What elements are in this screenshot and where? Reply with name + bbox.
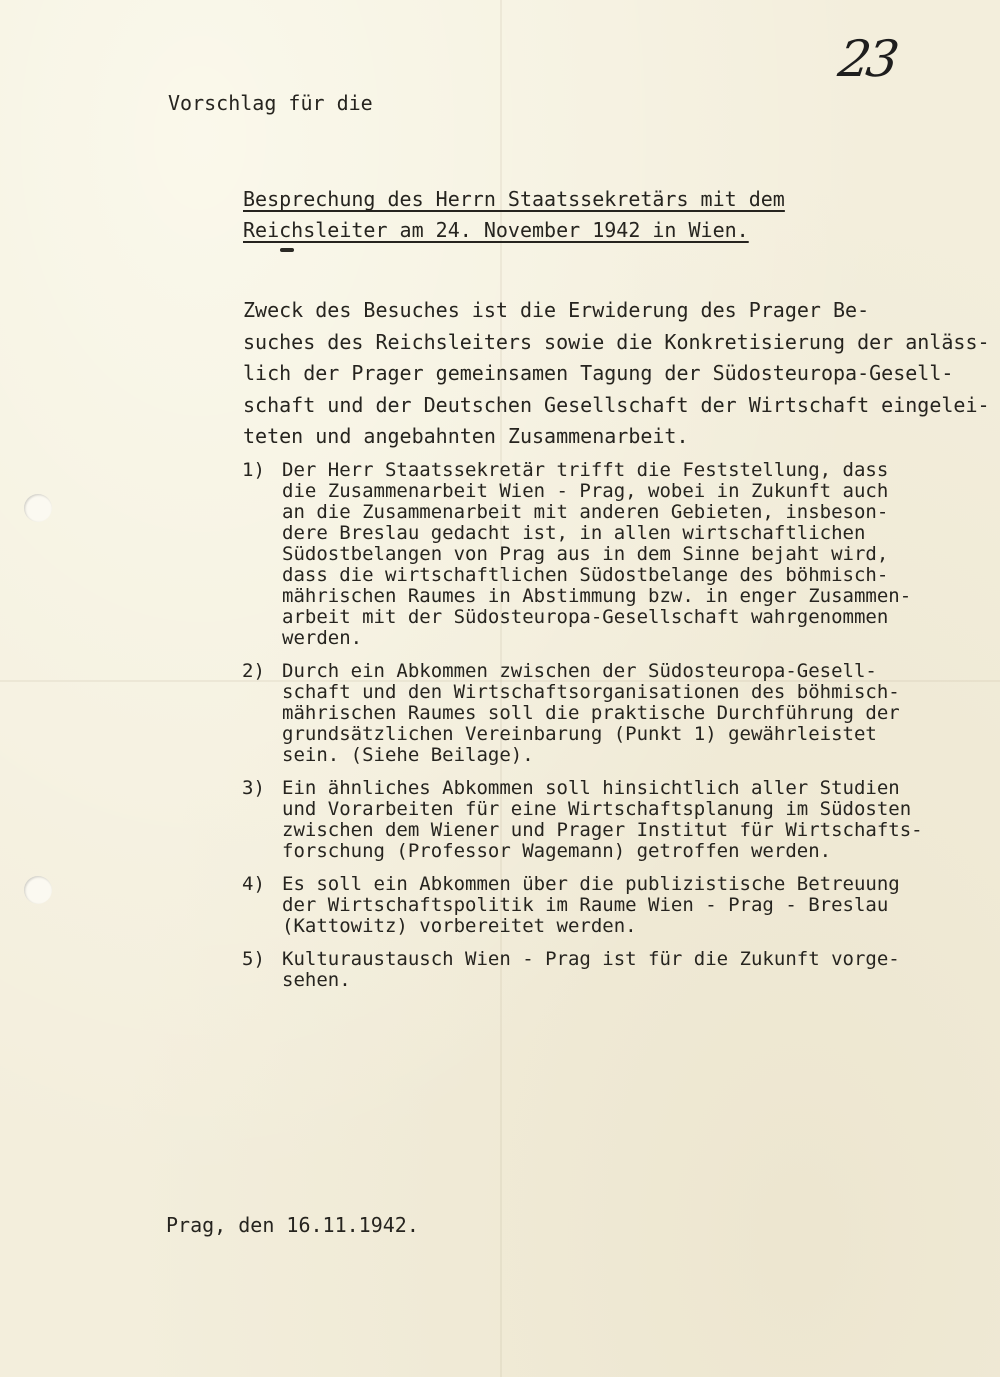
point-line: an die Zusammenarbeit mit anderen Gebieten, insbeson-	[282, 501, 889, 523]
point-line: schaft und den Wirtschaftsorganisationen des böhmisch-	[282, 681, 900, 703]
point-line: der Wirtschaftspolitik im Raume Wien - Prag - Breslau	[282, 894, 889, 916]
point-line: Der Herr Staatssekretär trifft die Feststellung, dass	[282, 459, 889, 481]
point-line: werden.	[282, 627, 363, 649]
point-item-3	[242, 778, 992, 862]
intro-line: schaft und der Deutschen Gesellschaft der Wirtschaft eingelei-	[243, 392, 990, 417]
punch-hole-top	[24, 494, 52, 522]
point-line: grundsätzlichen Vereinbarung (Punkt 1) gewährleistet	[282, 723, 877, 745]
intro-line: suches des Reichsleiters sowie die Konkretisierung der anläss-	[243, 329, 990, 354]
point-line: sehen.	[282, 969, 351, 991]
point-line: dere Breslau gedacht ist, in allen wirtschaftlichen	[282, 522, 866, 544]
point-number: 4)	[242, 873, 265, 895]
point-line: dass die wirtschaftlichen Südostbelange des böhmisch-	[282, 564, 889, 586]
point-line: mährischen Raumes soll die praktische Durchführung der	[282, 702, 900, 724]
point-line: Ein ähnliches Abkommen soll hinsichtlich aller Studien	[282, 777, 900, 799]
point-line: die Zusammenarbeit Wien - Prag, wobei in Zukunft auch	[282, 480, 889, 502]
point-item-1	[242, 460, 992, 649]
point-line: und Vorarbeiten für eine Wirtschaftsplanung im Südosten	[282, 798, 912, 820]
point-number: 1)	[242, 459, 265, 481]
punch-hole-bottom	[24, 876, 52, 904]
point-line: sein. (Siehe Beilage).	[282, 744, 534, 766]
point-line: (Kattowitz) vorbereitet werden.	[282, 915, 637, 937]
point-line: Kulturaustausch Wien - Prag ist für die Zukunft vorge-	[282, 948, 900, 970]
intro-paragraph	[243, 295, 990, 453]
place-date-line: Prag, den 16.11.1942.	[166, 1213, 419, 1237]
ink-dash-mark	[280, 248, 294, 252]
point-line: mährischen Raumes in Abstimmung bzw. in enger Zusammen-	[282, 585, 912, 607]
point-line: forschung (Professor Wagemann) getroffen werden.	[282, 840, 832, 862]
title-line-1: Besprechung des Herrn Staatssekretärs mit dem	[243, 187, 785, 211]
intro-line: teten und angebahnten Zusammenarbeit.	[243, 424, 689, 448]
point-number: 5)	[242, 948, 265, 970]
point-line: Es soll ein Abkommen über die publizistische Betreuung	[282, 873, 900, 895]
point-line: Durch ein Abkommen zwischen der Südosteuropa-Gesell-	[282, 660, 877, 682]
point-item-4	[242, 874, 992, 937]
point-item-2	[242, 661, 992, 766]
folio-number: 23	[835, 30, 900, 88]
numbered-points-list	[242, 460, 992, 1003]
point-number: 3)	[242, 777, 265, 799]
point-number: 2)	[242, 660, 265, 682]
intro-line: lich der Prager gemeinsamen Tagung der Südosteuropa-Gesell-	[243, 361, 954, 385]
document-title	[243, 184, 785, 246]
title-line-2: Reichsleiter am 24. November 1942 in Wien.	[243, 218, 749, 242]
point-line: Südostbelangen von Prag aus in dem Sinne bejaht wird,	[282, 543, 889, 565]
point-item-5	[242, 949, 992, 991]
intro-line: Zweck des Besuches ist die Erwiderung des Prager Be-	[243, 298, 870, 322]
point-line: arbeit mit der Südosteuropa-Gesellschaft wahrgenommen	[282, 606, 889, 628]
document-header: Vorschlag für die	[168, 91, 373, 115]
point-line: zwischen dem Wiener und Prager Institut für Wirtschafts-	[282, 819, 923, 841]
